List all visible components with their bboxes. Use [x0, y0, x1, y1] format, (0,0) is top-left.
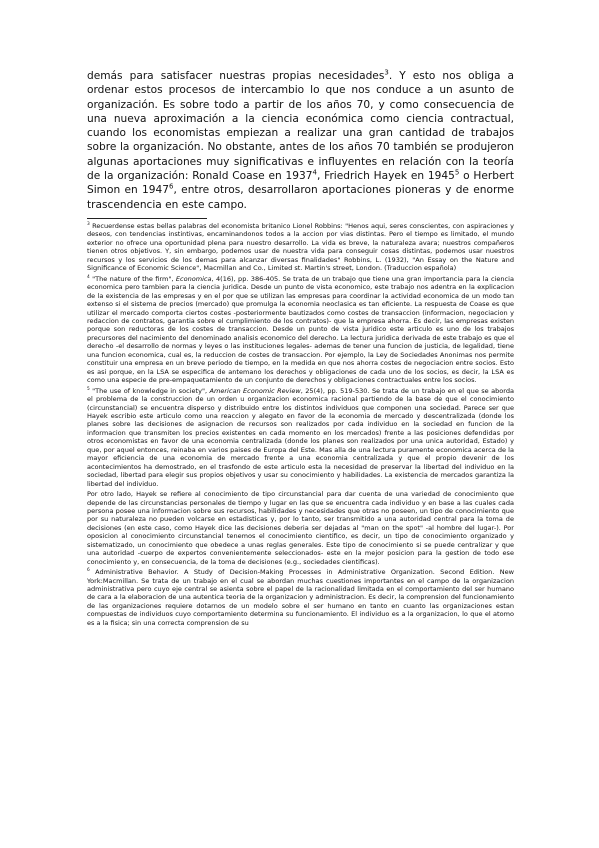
text-run: "The nature of the firm", [89, 274, 176, 283]
text-run: "The use of knowledge in society", [89, 386, 210, 395]
text-run: , Friedrich Hayek en 1945 [316, 170, 455, 183]
text-run: , 4(16), pp. 386-405. Se trata de un trabajo que tiene una gran importancia para la ciencia economica pero tambien para la ciencia juridica. Desde un punto de vista economico, este trabajo nos adentra en la explicacion de la existencia de las empresas y en el por que se utilizan las empresas para coordinar la actividad economica de un modo tan extenso si el sistema de precios (mercado) que promulga la economia neoclasica es tan eficiente. La respuesta de Coase es que utilizar el mercado comporta ciertos costes -posteriormente bautizados como costes de transaccion (informacion, negociacion y redaccion de contratos, garantia sobre el cumplimiento de los contratos)- que la empresa ahorra. Es decir, las empresas existen porque son reductoras de los costes de transaccion. Desde un punto de vista juridico este articulo es uno de los trabajos precursores del nacimiento del denominado analisis economico del derecho. La lectura juridica derivada de este trabajo es que el derecho -el desarrollo de normas y leyes o las instituciones legales- ademas de tener una funcion de justicia, de legalidad, tiene una funcion economica, cual es, la reduccion de costes de transaccion. Por ejemplo, la Ley de Sociedades Anonimas nos permite constituir una empresa en un breve periodo de tiempo, en la medida en que nos ahorra costes de negociacion entre socios. Esto es asi porque, en la LSA se especifica de antemano los derechos y obligaciones de cada uno de los socios, es decir, la LSA es como una especie de pre-empaquetamiento de un conjunto de derechos y obligaciones contractuales entre los socios. [87, 274, 514, 385]
text-run: Administrative Behavior. A Study of Decision-Making Processes in Administrative Organization. Second Edition. New York:Macmillan. Se trata de un trabajo en el cual se abordan muchas cuestiones importantes en el campo de la organizacion administrativa pero cuyo eje central se asienta sobre el papel de la racionalidad limitada en el comportamiento del ser humano de cara a la elaboracion de una autentica teoria de la organizacion y administracion. Es decir, la comprension del funcionamiento de las organizaciones requiere dotarnos de un modelo sobre el ser humano en tanto en cuanto las organizaciones estan compuestas de individuos cuyo comportamiento determina su funcionamiento. El individuo es a la organizacion, lo que el atomo es a la fisica; sin una correcta comprension de su [87, 568, 514, 627]
footnote-number: 3 [87, 221, 90, 227]
footnote-5 [87, 387, 514, 488]
text-run: , 25(4), pp. 519-530. Se trata de un trabajo en el que se aborda el problema de la construccion de un orden u organizacion economica racional partiendo de la base de que el conocimiento (circunstancial) se encuentra disperso y distribuido entre los distintos individuos que componen una sociedad. Parece ser que Hayek escribio este articulo como una reaccion y alegato en favor de la economia de mercado y descentralizada (donde los planes sobre las decisiones de asignacion de recursos son realizados por cada individuo en la sociedad en funcion de la informacion que transmiten los precios existentes en cada momento en los mercados) frente a las posiciones defendidas por otros economistas en favor de una economia centralizada (donde los planes son realizados por una unica autoridad, Estado) y que, por aquel entonces, reinaba en varios paises de Europa del Este. Mas alla de una lectura puramente economica acerca de la mayor eficiencia de una economia de mercado frente a una economia centralizada y que el propio devenir de los acontecimientos ha demostrado, en el trasfondo de este articulo esta la necesidad de preservar la libertad del individuo en la sociedad, libertad para elegir sus propios objetivos y usar su conocimiento y habilidades. La existencia de mercados garantiza la libertad del individuo. [87, 386, 514, 488]
footnote-4 [87, 275, 514, 385]
footnote-number: 4 [87, 274, 90, 280]
text-run: , entre otros, desarrollaron aportaciones pioneras y de enorme trascendencia en este campo. [87, 184, 514, 211]
text-run: . Y esto nos obliga a ordenar estos procesos de intercambio lo que nos conduce a un asunto de organización. Es sobre todo a partir de los años 70, y como consecuencia de una nueva aproximación a la ciencia económica como ciencia contractual, cuando los economistas empiezan a realizar una gran cantidad de trabajos sobre la organización. No obstante, antes de los años 70 también se produjeron algunas aportaciones muy significativas e influyentes en relación con la teoría de la organización: Ronald Coase en 1937 [87, 70, 514, 183]
footnote-6 [87, 568, 514, 627]
footnote-reference: 5 [454, 168, 460, 177]
footnote-reference: 3 [384, 68, 389, 77]
text-run: o Herbert Simon en 1947 [87, 170, 514, 197]
footnote-number: 6 [87, 567, 90, 573]
footnotes-section [87, 222, 514, 629]
footnote-number: 5 [87, 386, 90, 392]
footnote-reference: 6 [169, 182, 174, 191]
journal-title: Economica [175, 274, 212, 283]
body-paragraph [87, 69, 514, 212]
footnote-reference: 4 [312, 168, 317, 177]
text-run: demás para satisfacer nuestras propias necesidades [87, 70, 385, 82]
footnote-3 [87, 222, 514, 273]
journal-title: American Economic Review [209, 386, 301, 395]
footnote-5-continuation: Por otro lado, Hayek se refiere al conocimiento de tipo circunstancial para dar cuenta de una variedad de conocimiento que depende de las circunstancias personales de tiempo y lugar en las que se encuentra cada individuo y en base a las cuales cada persona posee una informacion sobre sus recursos, habilidades y necesidades que otras no poseen, un tipo de conocimiento que por su naturaleza no pueden volcarse en estadisticas y, por lo tanto, ser transmitido a una autoridad central para la toma de decisiones (en este caso, como Hayek dice las decisiones deberia ser dejadas al "man on the spot" -al hombre del lugar-). Por oposicion al conocimiento circunstancial tenemos el conocimiento cientifico, es decir, un tipo de conocimiento organizado y sistematizado, un conocimiento que obedece a unas reglas generales. Este tipo de conocimiento si se puede centralizar y que una autoridad -cuerpo de expertos convenientemente seleccionados- este en la mejor posicion para la gestion de todo ese conocimiento y, en consecuencia, de la toma de decisiones (e.g., sociedades cientificas). [87, 490, 514, 566]
footnote-separator [87, 218, 207, 219]
text-run: Recuerdense estas bellas palabras del economista britanico Lionel Robbins: "Henos aqui, seres conscientes, con aspiraciones y deseos, con tendencias instintivas, encaminandonos todos a la accion por vias distintas. Pero el tiempo es limitado, el mundo exterior no ofrece una oportunidad plena para nuestro desarrollo. La vida es breve, la naturaleza avara; nuestros compañeros tienen otros objetivos. Y, sin embargo, podemos usar de nuestra vida para conseguir cosas distintas, podemos usar nuestros recursos y los servicios de los demas para alcanzar diversas finalidades" Robbins, L. (1932), "An Essay on the Nature and Significance of Economic Science", Macmillan and Co., Limited st. Martin's street, London. (Traduccion española) [87, 222, 514, 273]
